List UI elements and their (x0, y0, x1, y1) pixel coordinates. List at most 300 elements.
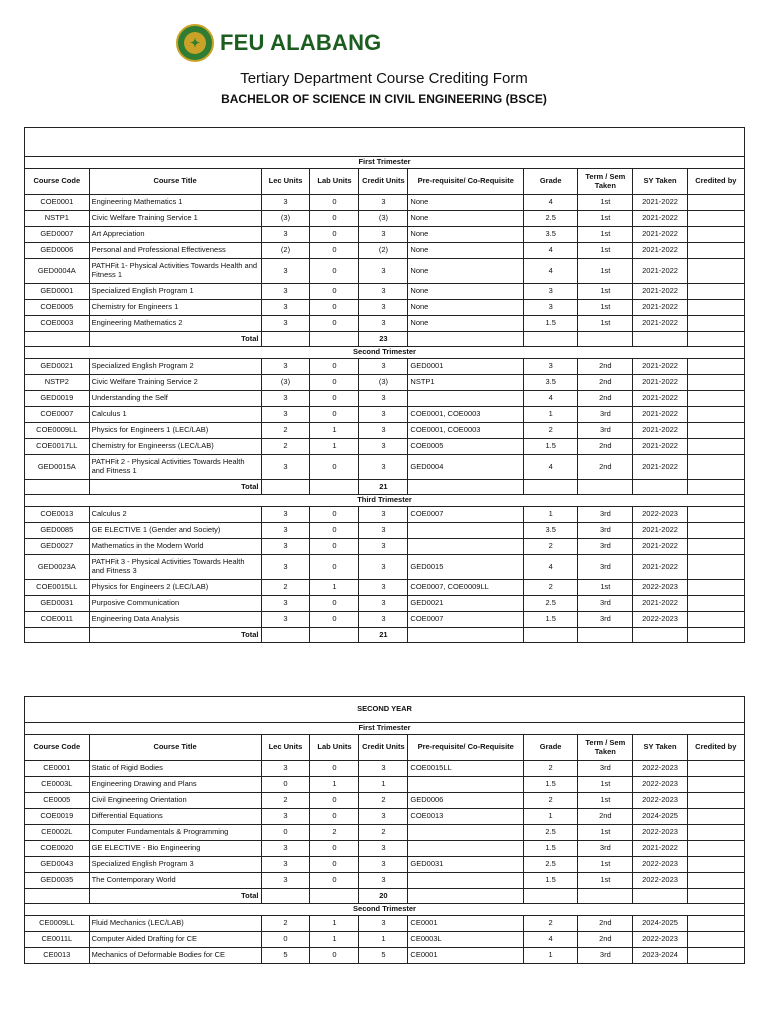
course-code: NSTP1 (25, 211, 90, 227)
column-header-row (25, 735, 745, 761)
column-header: SY Taken (633, 735, 687, 761)
course-title: Mechanics of Deformable Bodies for CE (89, 948, 261, 964)
lec-units: 3 (261, 761, 310, 777)
sy-taken: 2021-2022 (633, 300, 687, 316)
course-code: CE0003L (25, 777, 90, 793)
course-code: COE0019 (25, 809, 90, 825)
term-taken: 3rd (578, 596, 633, 612)
course-code: GED0027 (25, 539, 90, 555)
credit-units: 3 (359, 809, 408, 825)
column-header: Pre-requisite/ Co-Requisite (408, 169, 524, 195)
credit-units: (3) (359, 375, 408, 391)
prerequisite: COE0007 (408, 612, 524, 628)
course-code: CE0001 (25, 761, 90, 777)
column-header: Course Title (89, 735, 261, 761)
credited-by (687, 455, 744, 480)
term-taken: 3rd (578, 612, 633, 628)
lec-units: 3 (261, 391, 310, 407)
empty-cell (25, 628, 90, 643)
prerequisite: COE0007 (408, 507, 524, 523)
grade: 2.5 (524, 211, 578, 227)
empty-cell (524, 332, 578, 347)
empty-cell (524, 889, 578, 904)
grade: 2.5 (524, 825, 578, 841)
table-row (25, 259, 745, 284)
sy-taken: 2022-2023 (633, 580, 687, 596)
term-taken: 2nd (578, 932, 633, 948)
year-title (25, 128, 745, 157)
column-header: Credit Units (359, 735, 408, 761)
trimester-label: Second Trimester (25, 347, 745, 359)
credited-by (687, 195, 744, 211)
credit-units: 3 (359, 391, 408, 407)
column-header: Pre-requisite/ Co-Requisite (408, 735, 524, 761)
lab-units: 0 (310, 948, 359, 964)
grade: 2 (524, 423, 578, 439)
trimester-label-row (25, 495, 745, 507)
prerequisite: GED0001 (408, 359, 524, 375)
course-code: CE0013 (25, 948, 90, 964)
credit-units: 3 (359, 195, 408, 211)
empty-cell (25, 889, 90, 904)
term-taken: 1st (578, 300, 633, 316)
course-code: GED0001 (25, 284, 90, 300)
credited-by (687, 259, 744, 284)
lec-units: 3 (261, 507, 310, 523)
grade: 1.5 (524, 316, 578, 332)
table-row (25, 916, 745, 932)
course-title: Understanding the Self (89, 391, 261, 407)
lab-units: 2 (310, 825, 359, 841)
lec-units: 3 (261, 809, 310, 825)
grade: 1.5 (524, 873, 578, 889)
course-code: GED0035 (25, 873, 90, 889)
first-year-table (24, 127, 745, 643)
total-credit-units: 21 (359, 480, 408, 495)
empty-cell (310, 889, 359, 904)
sy-taken: 2022-2023 (633, 507, 687, 523)
sy-taken: 2021-2022 (633, 375, 687, 391)
sy-taken: 2021-2022 (633, 284, 687, 300)
brand-name: FEU ALABANG (220, 30, 382, 55)
credit-units: 3 (359, 523, 408, 539)
credit-units: 3 (359, 873, 408, 889)
lab-units: 0 (310, 195, 359, 211)
table-row (25, 793, 745, 809)
term-taken: 1st (578, 857, 633, 873)
course-title: Computer Aided Drafting for CE (89, 932, 261, 948)
empty-cell (524, 480, 578, 495)
empty-cell (310, 480, 359, 495)
credited-by (687, 841, 744, 857)
credit-units: 2 (359, 793, 408, 809)
lec-units: 3 (261, 841, 310, 857)
prerequisite (408, 539, 524, 555)
grade: 2.5 (524, 596, 578, 612)
prerequisite (408, 391, 524, 407)
prerequisite: None (408, 195, 524, 211)
table-row (25, 612, 745, 628)
table-row (25, 857, 745, 873)
trimester-label: First Trimester (25, 723, 745, 735)
trimester-label-row (25, 347, 745, 359)
credited-by (687, 596, 744, 612)
credited-by (687, 932, 744, 948)
column-header: Grade (524, 735, 578, 761)
table-row (25, 455, 745, 480)
sy-taken: 2022-2023 (633, 777, 687, 793)
empty-cell (261, 889, 310, 904)
credited-by (687, 539, 744, 555)
table-row (25, 407, 745, 423)
empty-cell (261, 332, 310, 347)
credit-units: 5 (359, 948, 408, 964)
grade: 1 (524, 407, 578, 423)
credit-units: 3 (359, 612, 408, 628)
grade: 1.5 (524, 777, 578, 793)
course-code: COE0011 (25, 612, 90, 628)
lec-units: 3 (261, 539, 310, 555)
year-title-row (25, 697, 745, 723)
table-row (25, 539, 745, 555)
credited-by (687, 809, 744, 825)
page-header (0, 0, 768, 122)
empty-cell (578, 628, 633, 643)
column-header: Lab Units (310, 735, 359, 761)
lab-units: 0 (310, 612, 359, 628)
empty-cell (408, 889, 524, 904)
term-taken: 2nd (578, 809, 633, 825)
prerequisite: NSTP1 (408, 375, 524, 391)
grade: 4 (524, 391, 578, 407)
total-row (25, 628, 745, 643)
term-taken: 2nd (578, 359, 633, 375)
lab-units: 0 (310, 523, 359, 539)
lec-units: 2 (261, 916, 310, 932)
table-row (25, 439, 745, 455)
empty-cell (578, 889, 633, 904)
grade: 1 (524, 809, 578, 825)
credited-by (687, 612, 744, 628)
course-code: GED0023A (25, 555, 90, 580)
course-title: Differential Equations (89, 809, 261, 825)
grade: 2 (524, 539, 578, 555)
credited-by (687, 300, 744, 316)
credit-units: 3 (359, 300, 408, 316)
lab-units: 0 (310, 761, 359, 777)
course-title: GE ELECTIVE 1 (Gender and Society) (89, 523, 261, 539)
lab-units: 0 (310, 243, 359, 259)
course-code: COE0003 (25, 316, 90, 332)
lab-units: 0 (310, 359, 359, 375)
course-code: GED0019 (25, 391, 90, 407)
table-row (25, 300, 745, 316)
credited-by (687, 211, 744, 227)
grade: 4 (524, 243, 578, 259)
table-row (25, 227, 745, 243)
prerequisite (408, 841, 524, 857)
prerequisite: None (408, 300, 524, 316)
trimester-label-row (25, 723, 745, 735)
empty-cell (25, 332, 90, 347)
course-title: Chemistry for Engineerss (LEC/LAB) (89, 439, 261, 455)
total-label: Total (89, 480, 261, 495)
lab-units: 0 (310, 507, 359, 523)
prerequisite: GED0015 (408, 555, 524, 580)
sy-taken: 2022-2023 (633, 761, 687, 777)
term-taken: 1st (578, 243, 633, 259)
grade: 3 (524, 359, 578, 375)
lab-units: 0 (310, 539, 359, 555)
sy-taken: 2021-2022 (633, 555, 687, 580)
credited-by (687, 359, 744, 375)
course-title: Specialized English Program 2 (89, 359, 261, 375)
credit-units: 3 (359, 916, 408, 932)
credited-by (687, 284, 744, 300)
credited-by (687, 523, 744, 539)
credited-by (687, 439, 744, 455)
year-title: SECOND YEAR (25, 697, 745, 723)
term-taken: 2nd (578, 391, 633, 407)
course-title: Physics for Engineers 2 (LEC/LAB) (89, 580, 261, 596)
course-title: Calculus 2 (89, 507, 261, 523)
prerequisite: COE0001, COE0003 (408, 407, 524, 423)
lec-units: 3 (261, 259, 310, 284)
column-header: Credited by (687, 735, 744, 761)
lab-units: 1 (310, 423, 359, 439)
credit-units: 3 (359, 596, 408, 612)
lec-units: 0 (261, 825, 310, 841)
credited-by (687, 243, 744, 259)
grade: 1.5 (524, 439, 578, 455)
sy-taken: 2021-2022 (633, 439, 687, 455)
total-label: Total (89, 889, 261, 904)
table-row (25, 555, 745, 580)
total-label: Total (89, 628, 261, 643)
prerequisite (408, 523, 524, 539)
column-header: Term / Sem Taken (578, 735, 633, 761)
lab-units: 0 (310, 391, 359, 407)
sy-taken: 2021-2022 (633, 316, 687, 332)
prerequisite: None (408, 211, 524, 227)
course-title: Specialized English Program 1 (89, 284, 261, 300)
prerequisite: CE0001 (408, 948, 524, 964)
grade: 3 (524, 284, 578, 300)
total-credit-units: 21 (359, 628, 408, 643)
term-taken: 2nd (578, 916, 633, 932)
credited-by (687, 507, 744, 523)
sy-taken: 2022-2023 (633, 825, 687, 841)
lab-units: 0 (310, 300, 359, 316)
credited-by (687, 423, 744, 439)
lab-units: 1 (310, 777, 359, 793)
term-taken: 1st (578, 316, 633, 332)
credited-by (687, 916, 744, 932)
grade: 2 (524, 793, 578, 809)
empty-cell (687, 628, 744, 643)
lab-units: 0 (310, 227, 359, 243)
lec-units: 3 (261, 555, 310, 580)
table-row (25, 375, 745, 391)
credit-units: 3 (359, 761, 408, 777)
column-header: Term / Sem Taken (578, 169, 633, 195)
grade: 4 (524, 932, 578, 948)
sy-taken: 2021-2022 (633, 195, 687, 211)
course-title: Engineering Mathematics 2 (89, 316, 261, 332)
course-title: Mathematics in the Modern World (89, 539, 261, 555)
course-title: Specialized English Program 3 (89, 857, 261, 873)
lab-units: 1 (310, 916, 359, 932)
lec-units: 2 (261, 580, 310, 596)
prerequisite (408, 825, 524, 841)
course-code: GED0007 (25, 227, 90, 243)
credit-units: 1 (359, 932, 408, 948)
lec-units: 3 (261, 359, 310, 375)
empty-cell (408, 332, 524, 347)
column-header: Lab Units (310, 169, 359, 195)
program-title: BACHELOR OF SCIENCE IN CIVIL ENGINEERING (BSCE) (221, 92, 547, 106)
lab-units: 0 (310, 259, 359, 284)
course-code: NSTP2 (25, 375, 90, 391)
empty-cell (687, 332, 744, 347)
grade: 3.5 (524, 227, 578, 243)
year-title-row (25, 128, 745, 157)
course-code: COE0009LL (25, 423, 90, 439)
table-row (25, 284, 745, 300)
table-row (25, 523, 745, 539)
prerequisite: None (408, 243, 524, 259)
table-row (25, 948, 745, 964)
table-row (25, 507, 745, 523)
prerequisite: GED0006 (408, 793, 524, 809)
lec-units: (2) (261, 243, 310, 259)
course-title: Computer Fundamentals & Programming (89, 825, 261, 841)
prerequisite: GED0031 (408, 857, 524, 873)
course-title: Engineering Data Analysis (89, 612, 261, 628)
credit-units: 3 (359, 259, 408, 284)
term-taken: 1st (578, 284, 633, 300)
empty-cell (261, 480, 310, 495)
course-title: Engineering Mathematics 1 (89, 195, 261, 211)
sy-taken: 2021-2022 (633, 259, 687, 284)
sy-taken: 2021-2022 (633, 455, 687, 480)
term-taken: 1st (578, 227, 633, 243)
empty-cell (261, 628, 310, 643)
sy-taken: 2021-2022 (633, 211, 687, 227)
credited-by (687, 873, 744, 889)
table-row (25, 195, 745, 211)
empty-cell (687, 889, 744, 904)
empty-cell (633, 332, 687, 347)
grade: 2 (524, 761, 578, 777)
sy-taken: 2021-2022 (633, 523, 687, 539)
lab-units: 0 (310, 375, 359, 391)
grade: 2 (524, 916, 578, 932)
prerequisite: None (408, 284, 524, 300)
lab-units: 0 (310, 284, 359, 300)
lec-units: 3 (261, 523, 310, 539)
column-header: Credited by (687, 169, 744, 195)
credit-units: 3 (359, 423, 408, 439)
sy-taken: 2022-2023 (633, 612, 687, 628)
lec-units: 3 (261, 195, 310, 211)
lec-units: 3 (261, 284, 310, 300)
column-header: Credit Units (359, 169, 408, 195)
grade: 4 (524, 555, 578, 580)
lec-units: 3 (261, 227, 310, 243)
grade: 3 (524, 300, 578, 316)
total-row (25, 332, 745, 347)
lec-units: 3 (261, 455, 310, 480)
course-code: GED0085 (25, 523, 90, 539)
course-code: GED0006 (25, 243, 90, 259)
lab-units: 0 (310, 809, 359, 825)
grade: 3.5 (524, 523, 578, 539)
lab-units: 1 (310, 932, 359, 948)
course-title: Civic Welfare Training Service 1 (89, 211, 261, 227)
term-taken: 3rd (578, 539, 633, 555)
prerequisite: CE0001 (408, 916, 524, 932)
grade: 1 (524, 948, 578, 964)
sy-taken: 2022-2023 (633, 932, 687, 948)
prerequisite (408, 873, 524, 889)
column-header: Course Code (25, 169, 90, 195)
table-row (25, 596, 745, 612)
lec-units: 3 (261, 300, 310, 316)
credited-by (687, 825, 744, 841)
grade: 1.5 (524, 612, 578, 628)
table-row (25, 243, 745, 259)
column-header-row (25, 169, 745, 195)
course-title: The Contemporary World (89, 873, 261, 889)
course-title: Purposive Communication (89, 596, 261, 612)
empty-cell (633, 628, 687, 643)
sy-taken: 2024-2025 (633, 916, 687, 932)
credit-units: 3 (359, 841, 408, 857)
course-title: Chemistry for Engineers 1 (89, 300, 261, 316)
credit-units: 3 (359, 580, 408, 596)
course-code: COE0007 (25, 407, 90, 423)
table-row (25, 841, 745, 857)
prerequisite: None (408, 259, 524, 284)
lec-units: 2 (261, 439, 310, 455)
term-taken: 3rd (578, 423, 633, 439)
table-row (25, 777, 745, 793)
empty-cell (578, 332, 633, 347)
total-row (25, 889, 745, 904)
credited-by (687, 555, 744, 580)
lab-units: 1 (310, 580, 359, 596)
lec-units: (3) (261, 211, 310, 227)
lec-units: 2 (261, 793, 310, 809)
table-row (25, 809, 745, 825)
course-code: COE0020 (25, 841, 90, 857)
course-title: Static of Rigid Bodies (89, 761, 261, 777)
table-row (25, 316, 745, 332)
course-title: Art Appreciation (89, 227, 261, 243)
empty-cell (408, 480, 524, 495)
term-taken: 1st (578, 195, 633, 211)
term-taken: 3rd (578, 507, 633, 523)
sy-taken: 2021-2022 (633, 596, 687, 612)
empty-cell (408, 628, 524, 643)
credited-by (687, 580, 744, 596)
credit-units: 3 (359, 455, 408, 480)
prerequisite: GED0004 (408, 455, 524, 480)
school-logo (176, 24, 382, 62)
form-title: Tertiary Department Course Crediting Form (240, 70, 528, 87)
lec-units: 0 (261, 932, 310, 948)
